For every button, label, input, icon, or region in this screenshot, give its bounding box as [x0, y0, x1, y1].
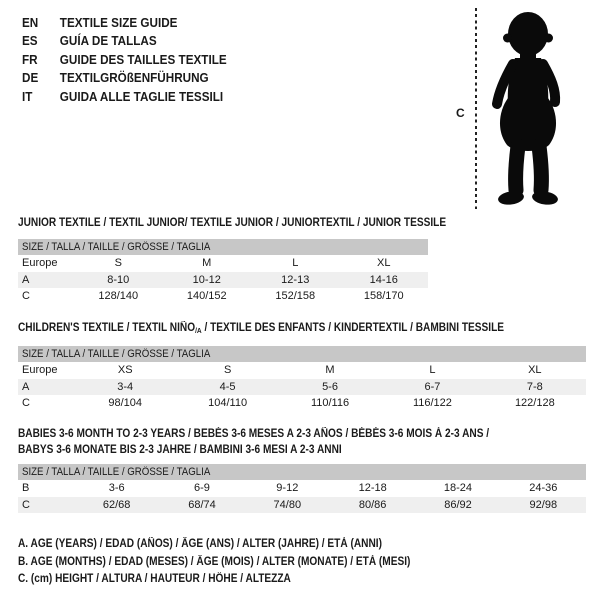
- value-cell: L: [429, 364, 436, 377]
- value-cell: 7-8: [526, 380, 543, 393]
- value-cell: 5-6: [322, 380, 338, 393]
- language-row-fr: [22, 50, 227, 69]
- value-cell: 12-18: [358, 482, 387, 495]
- subscript-a: /A: [195, 326, 202, 335]
- value-cell: 14-16: [369, 273, 398, 286]
- row-label-cell: A: [22, 273, 30, 286]
- language-label: TEXTILE SIZE GUIDE: [59, 14, 178, 30]
- value-cell: L: [292, 257, 299, 270]
- children-table-title: CHILDREN'S TEXTILE / TEXTIL $NIÑO_{/A}$ / TEXTILE DES ENFANTS / KINDERTEXTIL / BAMBINI TESSILE: [18, 322, 505, 335]
- row-label-cell: B: [22, 482, 30, 495]
- value-cell: 140/152: [186, 290, 227, 303]
- language-label: GUÍA DE TALLAS: [59, 33, 157, 49]
- language-code: FR: [22, 51, 38, 67]
- table-row: [18, 497, 586, 514]
- value-cell: 4-5: [219, 380, 236, 393]
- value-cell: 110/116: [310, 397, 350, 410]
- value-cell: S: [223, 364, 232, 377]
- value-cell: 62/68: [102, 498, 131, 511]
- value-cell: 98/104: [108, 397, 143, 410]
- value-cell: XL: [528, 364, 542, 377]
- value-cell: 8-10: [107, 273, 130, 286]
- value-cell: 6-7: [424, 380, 441, 393]
- value-cell: XS: [117, 364, 133, 377]
- value-cell: 24-36: [529, 482, 558, 495]
- language-row-de: [22, 69, 227, 88]
- language-row-en: [22, 13, 227, 32]
- value-cell: 92/98: [529, 498, 558, 511]
- language-row-es: [22, 32, 227, 51]
- language-list: [22, 13, 249, 106]
- babies-table: [18, 464, 586, 513]
- value-cell: 122/128: [514, 397, 555, 410]
- value-cell: 74/80: [273, 498, 302, 511]
- row-label-cell: C: [22, 498, 30, 511]
- footnote-b: B. AGE (MONTHS) / EDAD (MESES) / ÂGE (MOIS) / ALTER (MONATE) / ETÀ (MESI): [18, 555, 411, 568]
- value-cell: 68/74: [188, 498, 216, 511]
- legend-footnotes: [18, 536, 464, 589]
- value-cell: S: [114, 257, 122, 270]
- row-label-cell: Europe: [22, 364, 58, 377]
- value-cell: 158/170: [363, 290, 404, 303]
- value-cell: M: [325, 364, 335, 377]
- size-header-bar: SIZE / TALLA / TAILLE / GRÖSSE / TAGLIA: [18, 346, 586, 362]
- language-code: ES: [22, 33, 38, 49]
- children-table: [18, 346, 586, 412]
- table-row: [18, 255, 428, 272]
- junior-table-title: JUNIOR TEXTILE / TEXTIL JUNIOR/ TEXTILE JUNIOR / JUNIORTEXTIL / JUNIOR TESSILE: [18, 217, 447, 229]
- value-cell: 6-9: [194, 482, 210, 495]
- value-cell: 18-24: [443, 482, 473, 495]
- baby-silhouette-icon: [482, 10, 568, 206]
- value-cell: 152/158: [275, 290, 316, 303]
- value-cell: 12-13: [281, 273, 310, 286]
- row-label-cell: C: [22, 397, 30, 410]
- value-cell: 128/140: [98, 290, 139, 303]
- value-cell: M: [202, 257, 212, 270]
- babies-table-title: BABIES 3-6 MONTH TO 2-3 YEARS / BEBÉS 3-6 MESES A 2-3 AÑOS / BÉBÉS 3-6 MOIS À 2-3 ANS / BABYS 3-6 MONATE BIS 2-3 JAHRE / BAMBINI 3-6 MESI A 2-3 ANNI: [18, 428, 490, 456]
- footnote-a: A. AGE (YEARS) / EDAD (AÑOS) / ÂGE (ANS) / ALTER (JAHRE) / ETÀ (ANNI): [18, 538, 382, 550]
- value-cell: XL: [377, 257, 391, 270]
- table-row: [18, 395, 586, 412]
- value-cell: 116/122: [412, 397, 452, 410]
- table-row: [18, 362, 586, 379]
- height-dotted-line: [475, 8, 477, 209]
- height-measure-label: C: [456, 106, 465, 120]
- size-header-bar: SIZE / TALLA / TAILLE / GRÖSSE / TAGLIA: [18, 464, 586, 480]
- row-label-cell: A: [22, 380, 30, 393]
- value-cell: 10-12: [192, 273, 221, 286]
- language-code: DE: [22, 70, 39, 86]
- value-cell: 80/86: [358, 498, 387, 511]
- row-label-cell: Europe: [22, 257, 58, 270]
- language-label: TEXTILGRÖßENFÜHRUNG: [59, 70, 209, 86]
- value-cell: 86/92: [444, 498, 472, 511]
- language-row-it: [22, 87, 227, 106]
- table-row: [18, 379, 586, 396]
- language-label: GUIDA ALLE TAGLIE TESSILI: [59, 88, 224, 104]
- language-code: EN: [22, 14, 39, 30]
- language-code: IT: [22, 88, 33, 104]
- language-label: GUIDE DES TAILLES TEXTILE: [59, 51, 227, 67]
- table-row: [18, 272, 428, 289]
- value-cell: 104/110: [208, 397, 248, 410]
- footnote-c: C. (cm) HEIGHT / ALTURA / HAUTEUR / HÖHE / ALTEZZA: [18, 573, 291, 585]
- table-row: [18, 480, 586, 497]
- value-cell: 9-12: [276, 482, 299, 495]
- value-cell: 3-4: [117, 380, 134, 393]
- row-label-cell: C: [22, 290, 30, 303]
- size-header-bar: SIZE / TALLA / TAILLE / GRÖSSE / TAGLIA: [18, 239, 428, 255]
- table-row: [18, 288, 428, 305]
- junior-table: [18, 239, 428, 305]
- value-cell: 3-6: [108, 482, 125, 495]
